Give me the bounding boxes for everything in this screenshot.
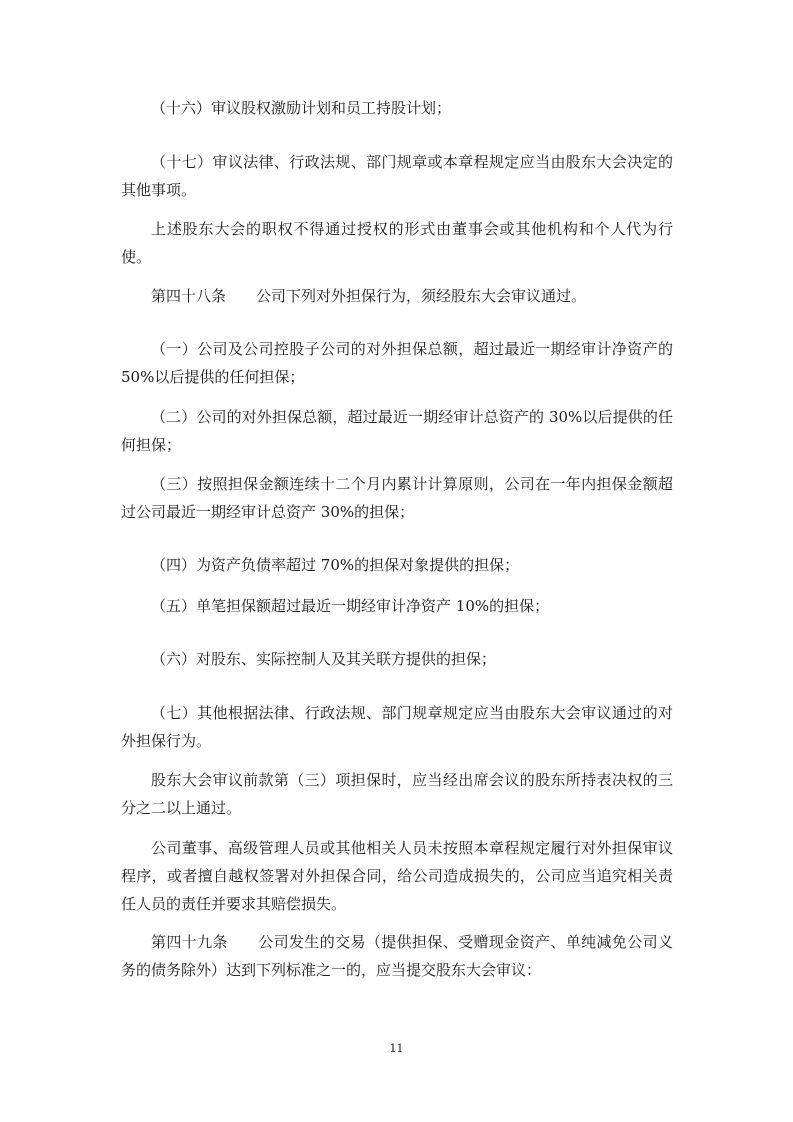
guarantee-item-5: （五）单笔担保额超过最近一期经审计净资产 10%的担保； (151, 597, 550, 615)
authority-restriction-paragraph: 上述股东大会的职权不得通过授权的形式由董事会或其他机构和个人代为行使。 (121, 220, 673, 266)
guarantee-item-3: （三）按照担保金额连续十二个月内累计计算原则，公司在一年内担保金额超过公司最近一期经审计总资产 30%的担保； (121, 475, 673, 521)
page-number: 11 (389, 1042, 404, 1055)
guarantee-item-2: （二）公司的对外担保总额，超过最近一期经审计总资产的 30%以后提供的任何担保； (121, 408, 673, 454)
two-thirds-approval-paragraph: 股东大会审议前款第（三）项担保时，应当经出席会议的股东所持表决权的三分之二以上通过。 (121, 771, 673, 817)
guarantee-item-7: （七）其他根据法律、行政法规、部门规章规定应当由股东大会审议通过的对外担保行为。 (121, 704, 673, 750)
guarantee-item-4: （四）为资产负债率超过 70%的担保对象提供的担保； (151, 556, 520, 574)
article-49: 第四十九条 公司发生的交易（提供担保、受赠现金资产、单纯减免公司义务的债务除外）达到下列标准之一的，应当提交股东大会审议： (121, 933, 673, 979)
guarantee-item-1: （一）公司及公司控股子公司的对外担保总额，超过最近一期经审计净资产的 50%以后提供的任何担保； (121, 340, 673, 386)
article-49-number: 第四十九条 (151, 933, 228, 951)
article-48-number: 第四十八条 (151, 287, 227, 305)
guarantee-item-6: （六）对股东、实际控制人及其关联方提供的担保； (151, 650, 497, 668)
clause-17: （十七）审议法律、行政法规、部门规章或本章程规定应当由股东大会决定的其他事项。 (121, 153, 673, 199)
article-48: 第四十八条 公司下列对外担保行为，须经股东大会审议通过。 (151, 287, 587, 305)
liability-paragraph: 公司董事、高级管理人员或其他相关人员未按照本章程规定履行对外担保审议程序，或者擅自越权签署对外担保合同，给公司造成损失的，公司应当追究相关责任人员的责任并要求其赔偿损失。 (121, 839, 673, 913)
clause-16: （十六）审议股权激励计划和员工持股计划； (151, 99, 452, 117)
